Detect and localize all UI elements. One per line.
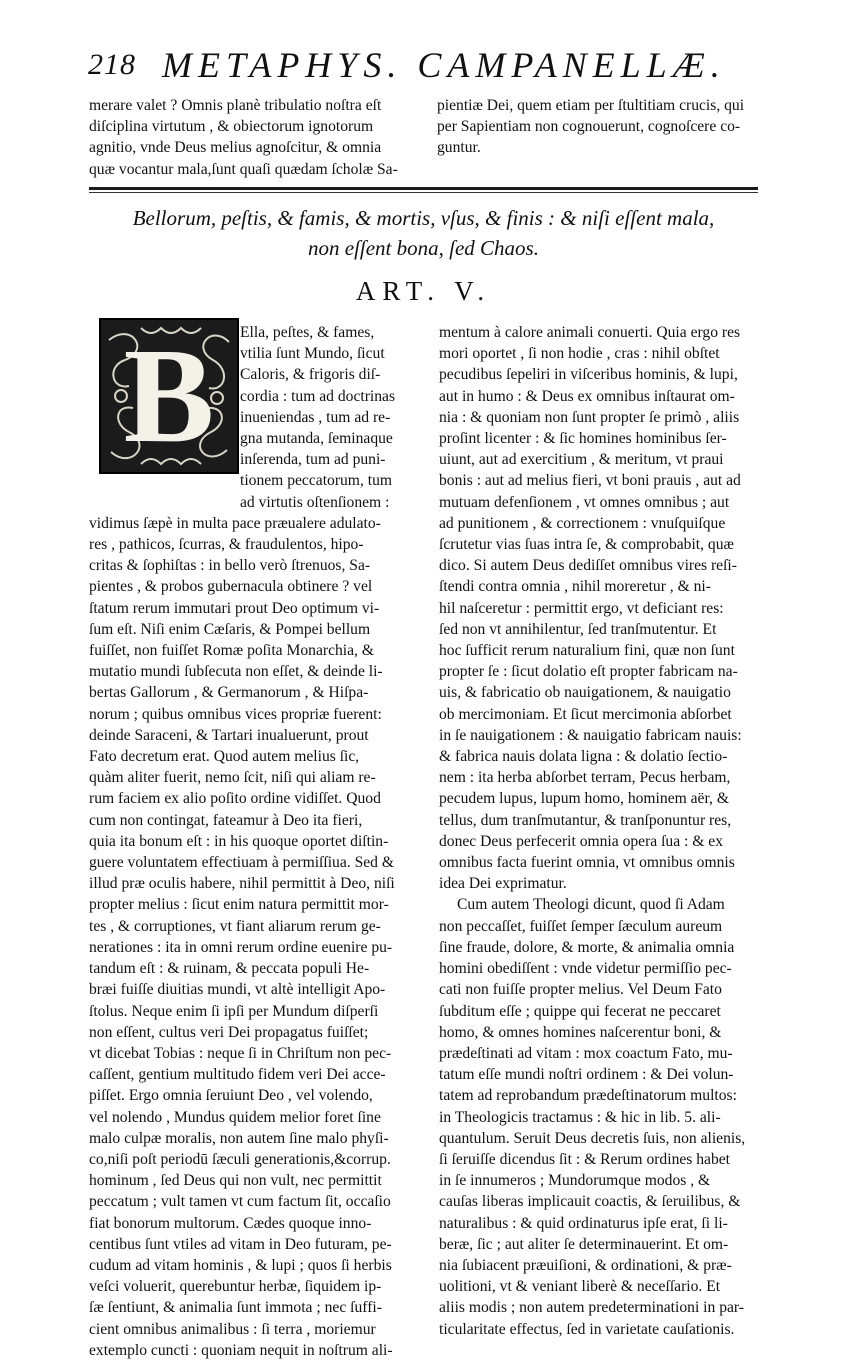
text-line: pecudibus ſepeliri in viſceribus hominis, & lupi, [439, 366, 738, 384]
carry-over-left-column [89, 95, 419, 180]
text-line: fuiſſet, non fuiſſet Romæ poſita Monarchia, & [89, 642, 374, 660]
text-line: omnibus facta fuerint omnia, vt omnibus omnis [439, 854, 735, 872]
text-line: illud præ oculis habere, nihil permittit à Deo, niſi [89, 875, 395, 893]
text-line: pientiæ Dei, quem etiam per ſtultitiam crucis, qui [437, 97, 745, 114]
text-line: dico. Si autem Deus dediſſet omnibus vires reſi- [439, 557, 737, 575]
text-line: ſtatum rerum immutari prout Deo optimum vi- [89, 599, 380, 617]
text-line: pientes , & probos gubernacula obtinere ? vel [89, 578, 373, 596]
text-line: in ſe nauigationem : & nauigatio fabricam nauis: [439, 726, 742, 744]
text-line: quàm aliter fuerit, nemo ſcit, niſi qui aliam re- [89, 769, 376, 787]
text-line: tatem ad reprobandum prædeſtinatorum multos: [439, 1087, 737, 1105]
text-line: mutatio mundi ſubſecuta non eſſet, & deinde li- [89, 663, 383, 681]
text-line: Cum autem Theologi dicunt, quod ſi Adam [457, 896, 725, 914]
text-line: tes , & corruptiones, vt fiant aliarum rerum ge- [89, 917, 381, 935]
text-line: per Sapientiam non cognouerunt, cognoſcere co- [437, 118, 741, 136]
text-line: ob mercimoniam. Et ſicut mercimonia abſorbet [439, 705, 732, 723]
text-line: tandum eſt : & ruinam, & peccata populi He- [89, 960, 370, 978]
text-line: agnitio, vnde Deus melius agnoſcitur, & omnia [89, 139, 382, 157]
text-line: fiat bonorum multorum. Cædes quoque inno- [89, 1214, 372, 1232]
text-line: gna mutanda, ſeminaque [240, 430, 393, 448]
text-line: rum faciem ex alio poſito ordine vidiſſet. Quod [89, 790, 381, 808]
text-line: proſint licenter : & ſic homines hominibus ſer- [439, 430, 727, 448]
text-line: diſciplina virtutum , & obiectorum ignotorum [89, 118, 374, 136]
text-line: non eſſent, cultus veri Dei propagatus fuiſſet; [89, 1023, 369, 1041]
text-line: malo culpæ moralis, non autem ſine malo phyſi- [89, 1129, 389, 1147]
running-title: METAPHYS. CAMPANELLÆ. [162, 45, 726, 85]
text-line: propter ſe : ſicut dolatio eſt propter fabricam na- [439, 663, 738, 681]
left-text-column [89, 322, 427, 1361]
text-line: vidimus ſæpè in multa pace præualere adulato- [89, 514, 381, 532]
text-line: propter melius : ſicut enim natura permittit mor- [89, 896, 389, 914]
text-line: critas & ſophiſtas : in bello verò ſtrenuos, Sa- [89, 557, 371, 575]
text-line: aut in humo : & Deus ex omnibus inſtaurat om- [439, 387, 735, 405]
text-line: quia ita bonum eſt : in his quoque oportet diſtin- [89, 832, 389, 850]
text-line: merare valet ? Omnis planè tribulatio noſtra eſt [89, 97, 382, 114]
text-line: ſine fraude, dolore, & morte, & animalia omnia [439, 938, 735, 956]
text-line: centibus ſunt vtiles ad vitam in Deo futuram, pe- [89, 1235, 392, 1253]
section-divider-thin-rule [89, 192, 758, 193]
text-line: tellus, dum tranſmutantur, & tranſponuntur res, [439, 811, 732, 829]
text-line: inſerenda, tum ad puni- [240, 451, 386, 469]
text-line: cudum ad vitam hominis , & lupi ; quos ſi herbis [89, 1256, 392, 1274]
section-divider-rule [89, 187, 758, 190]
initial-letter-glyph: B [123, 321, 215, 471]
text-line: bertas Gallorum , & Germanorum , & Hiſpa- [89, 684, 369, 702]
text-line: piſſet. Ergo omnia ſeruiunt Deo , vel volendo, [89, 1087, 373, 1105]
text-line: cient omnibus animalibus : ſi terra , moriemur [89, 1320, 376, 1338]
carry-over-right-column [437, 95, 767, 159]
article-heading: ART. V. [355, 276, 492, 306]
text-line: ſæ ſentiunt, & animalia ſunt immota ; nec ſuffi- [89, 1299, 382, 1317]
text-line: ſum eſt. Niſi enim Cæſaris, & Pompei bellum [89, 620, 371, 638]
text-line: guntur. [437, 139, 481, 157]
text-line: vtilia ſunt Mundo, ſicut [240, 345, 385, 363]
text-line: peccatum ; vult tamen vt cum factum ſit, occaſio [89, 1193, 391, 1211]
text-line: uis, & fabricatio ob nauigationem, & nauigatio [439, 684, 731, 702]
text-line: in Theologicis tractamus : & hic in lib. 5. ali- [439, 1108, 721, 1126]
text-line: ſed non vt annihilentur, ſed tranſmutentur. Et [439, 620, 717, 638]
text-line: hil naſceretur : permittit ergo, vt deficiant res: [439, 599, 724, 617]
text-line: cum non contingat, fateamur à Deo ita fieri, [89, 811, 363, 829]
text-line: donec Deus perfecerit omnia opera ſua : & ex [439, 832, 724, 850]
text-line: idea Dei exprimatur. [439, 875, 567, 893]
text-line: bonis : aut ad melius fieri, vt boni prauis , aut ad [439, 472, 741, 490]
text-line: ſtendi contra omnia , nihil moreretur , & ni- [439, 578, 711, 596]
text-line: res , pathicos, ſcurras, & fraudulentos, hipo- [89, 536, 364, 554]
text-line: uiunt, aut ad exercitium , & meritum, vt praui [439, 451, 724, 469]
text-line: aliis modis ; non autem predeterminationi in par- [439, 1299, 744, 1317]
running-head [88, 44, 728, 92]
text-line: mentum à calore animali conuerti. Quia ergo res [439, 324, 741, 341]
text-line: beræ, ſic ; aut aliter ſe determinauerint. Et om- [439, 1235, 729, 1253]
text-line: & fabrica nauis dolata ligna : & dolatio ſectio- [439, 748, 728, 766]
text-line: veſci voluerit, querebuntur herbæ, ſiquidem ip- [89, 1278, 382, 1296]
text-line: tionem peccatorum, tum [240, 472, 392, 490]
text-line: mori oportet , ſi non hodie , cras : nihil obſtet [439, 345, 720, 363]
text-line: cordia : tum ad doctrinas [240, 387, 396, 405]
text-line: non peccaſſet, fuiſſet ſemper ſæculum aureum [439, 917, 723, 935]
text-line: cauſas liberas implicauit coactis, & ſeruilibus, & [439, 1193, 741, 1211]
text-line: hominum , ſed Deus qui non vult, nec permittit [89, 1172, 382, 1190]
text-line: quæ vocantur mala,ſunt quaſi quædam ſcholæ Sa- [89, 160, 398, 178]
text-line: caſſent, gentium multitudo fidem veri Dei acce- [89, 1066, 386, 1084]
text-line: Ella, peſtes, & fames, [240, 324, 375, 341]
page-number: 218 [88, 48, 136, 81]
text-line: ad punitionem , & correctionem : vnuſquiſque [439, 514, 726, 532]
text-line: pecudem lupus, lupum homo, hominem aër, & [439, 790, 729, 808]
text-line: non eſſent bona, ſed Chaos. [308, 236, 539, 260]
text-line: nerationes : ita in omni rerum ordine euenire pu- [89, 938, 393, 956]
article-summary [89, 203, 758, 263]
text-line: cati non fuiſſe propter melius. Vel Deum Fato [439, 981, 722, 999]
text-line: ſi ſeruiſſe dicendus ſit : & Rerum ordines habet [439, 1150, 731, 1168]
text-line: prædeſtinati ad vitam : mox coactum Fato, mu- [439, 1044, 733, 1062]
text-line: guere voluntatem effectiuam à permiſſiua. Sed & [89, 854, 394, 872]
text-line: Caloris, & frigoris diſ- [240, 366, 381, 384]
text-line: vel nolendo , Mundus quidem melior foret ſine [89, 1108, 381, 1126]
text-line: ad virtutis oſtenſionem : [240, 493, 390, 511]
text-line: tatum eſſe mundi noſtri ordinem : & Dei volun- [439, 1066, 734, 1084]
text-line: ticularitate effectus, ſed in varietate cauſationis. [439, 1320, 735, 1338]
text-line: vt dicebat Tobias : neque ſi in Chriſtum non pec- [89, 1044, 392, 1062]
text-line: homo, & omnes homines naſcerentur boni, & [439, 1023, 722, 1041]
text-line: in ſe innumeros ; Mundorumque modos , & [439, 1172, 711, 1190]
text-line: Bellorum, peſtis, & famis, & mortis, vſus, & finis : & niſi eſſent mala, [132, 206, 715, 230]
text-line: nia ſubiacent præuiſioni, & ordinationi, & præ- [439, 1256, 732, 1274]
text-line: nem : ita herba abſorbet terram, Pecus herbam, [439, 769, 731, 787]
text-line: naturalibus : & quid ordinaturus ipſe erat, ſi li- [439, 1214, 728, 1232]
text-line: extemplo cuncti : quoniam nequit in noſtrum ali- [89, 1341, 393, 1359]
text-line: ſcrutetur vias ſuas intra ſe, & comprobabit, quæ [439, 536, 734, 554]
text-line: deinde Saraceni, & Tartari inualuerunt, prout [89, 726, 369, 744]
text-line: homini obediſſent : vnde videtur permiſſio pec- [439, 960, 732, 978]
text-line: Fato decretum erat. Quod autem melius ſic, [89, 748, 360, 766]
text-line: uolitioni, vt & veniant liberè & neceſſario. Et [439, 1278, 721, 1296]
text-line: ſtolus. Neque enim ſi ipſi per Mundum diſperſi [89, 1002, 379, 1020]
text-line: co,niſi poſt periodū ſæculi generationis,&corrup. [89, 1150, 391, 1168]
text-line: bræi fuiſſe diuitias mundi, vt altè intelligit Apo- [89, 981, 386, 999]
text-line: nia : & quoniam non ſunt propter ſe primò , aliis [439, 408, 740, 426]
text-line: norum ; quibus omnibus vices propriæ fuerent: [89, 705, 382, 723]
text-line: mutuam defenſionem , vt omnes omnibus ; aut [439, 493, 730, 511]
text-line: inueniendas , tum ad re- [240, 408, 391, 426]
text-line: quantulum. Seruit Deus decretis ſuis, non alienis, [439, 1129, 746, 1147]
text-line: ſubditum eſſe ; quippe qui fecerat ne peccaret [439, 1002, 721, 1020]
right-text-column [439, 322, 767, 1340]
text-line: hoc ſufficit rerum naturalium fini, quæ non ſunt [439, 642, 735, 660]
